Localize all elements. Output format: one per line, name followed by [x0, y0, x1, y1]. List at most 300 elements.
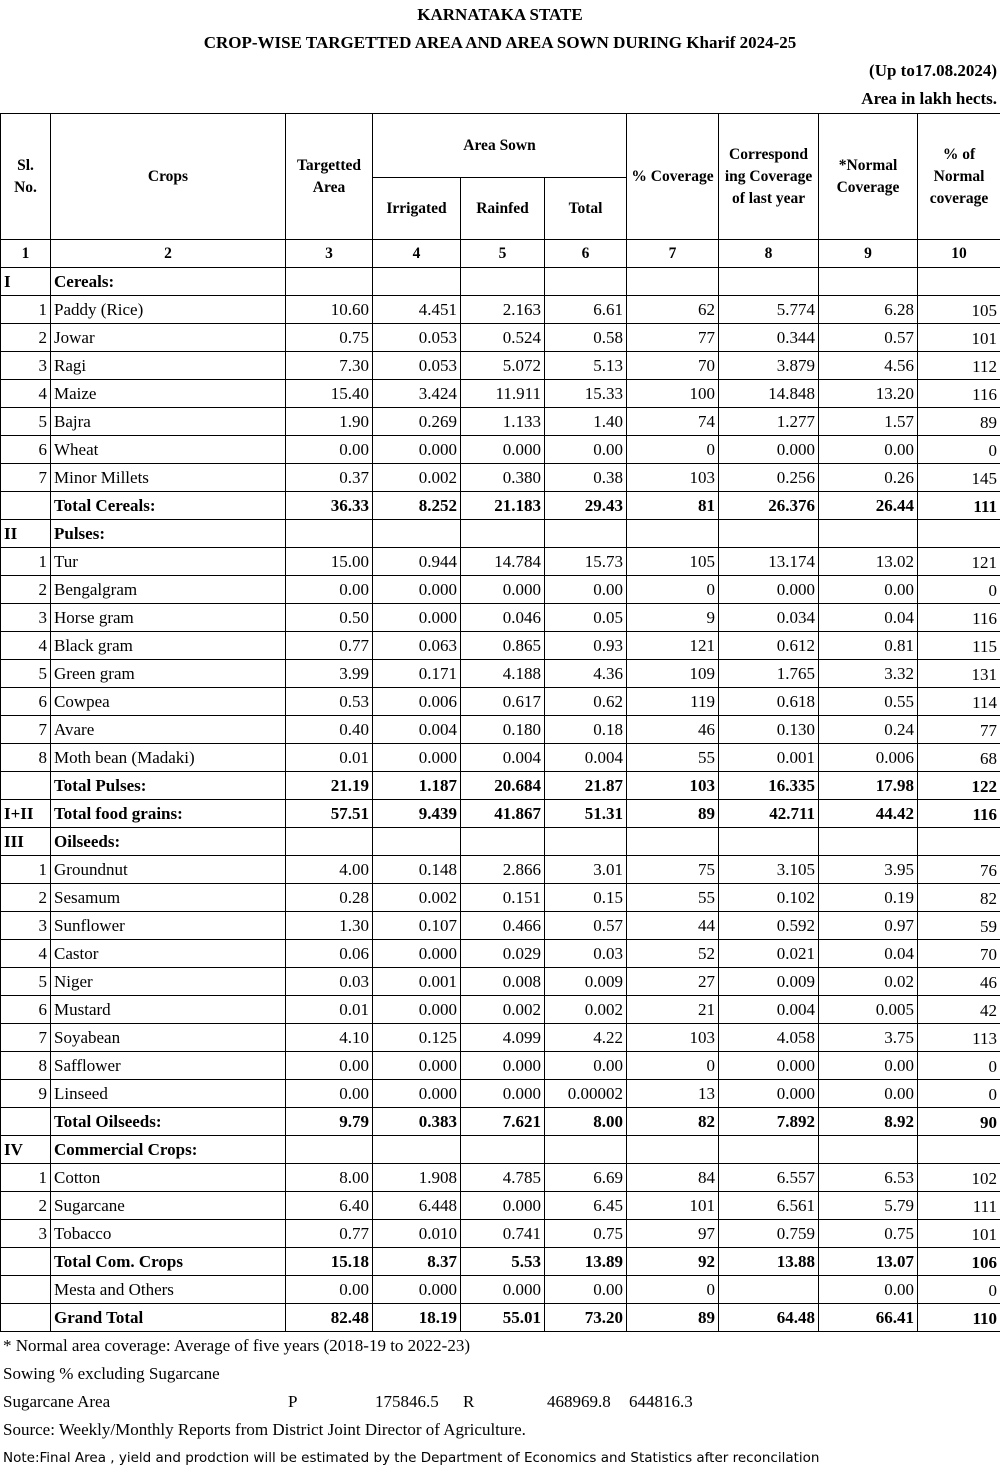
cell-normal-coverage: 0.75: [819, 1220, 918, 1248]
row-cell: [286, 828, 373, 856]
row-cell: [286, 520, 373, 548]
cell-irrigated: 1.908: [373, 1164, 461, 1192]
row-crop-name: Sesamum: [51, 884, 286, 912]
cell-irrigated: 0.125: [373, 1024, 461, 1052]
row-cell: [819, 268, 918, 296]
cell-target-area: 1.30: [286, 912, 373, 940]
cell-target-area: 9.79: [286, 1108, 373, 1136]
table-row: [1, 1024, 1000, 1052]
cell-coverage-pct: 70: [627, 352, 719, 380]
cell-irrigated: 0.000: [373, 744, 461, 772]
row-sl-no: I+II: [1, 800, 51, 828]
table-row: [1, 576, 1000, 604]
cell-irrigated: 18.19: [373, 1304, 461, 1332]
p-value: 175846.5: [375, 1392, 439, 1411]
cell-irrigated: 0.148: [373, 856, 461, 884]
cell-last-year: 0.009: [719, 968, 819, 996]
cell-last-year: 7.892: [719, 1108, 819, 1136]
cell-normal-coverage: 1.57: [819, 408, 918, 436]
cell-pct-normal: 112: [918, 352, 1000, 380]
column-number: 3: [286, 240, 373, 268]
table-row: [1, 324, 1000, 352]
cell-coverage-pct: 119: [627, 688, 719, 716]
row-cell: [719, 268, 819, 296]
cell-last-year: 0.130: [719, 716, 819, 744]
table-row: [1, 856, 1000, 884]
title-block: [0, 0, 1000, 113]
cell-target-area: 0.00: [286, 436, 373, 464]
cell-target-area: 15.18: [286, 1248, 373, 1276]
row-sl-no: [1, 1108, 51, 1136]
cell-coverage-pct: 97: [627, 1220, 719, 1248]
cell-normal-coverage: 0.00: [819, 1080, 918, 1108]
cell-pct-normal: 42: [918, 996, 1000, 1024]
cell-pct-normal: 0: [918, 1052, 1000, 1080]
cell-rainfed: 0.008: [461, 968, 545, 996]
cell-target-area: 0.03: [286, 968, 373, 996]
column-number: 5: [461, 240, 545, 268]
cell-last-year: 16.335: [719, 772, 819, 800]
cell-total: 0.00: [545, 576, 627, 604]
table-row: [1, 1220, 1000, 1248]
row-cell: [461, 268, 545, 296]
cell-normal-coverage: 3.75: [819, 1024, 918, 1052]
cell-coverage-pct: 100: [627, 380, 719, 408]
row-crop-name: Cowpea: [51, 688, 286, 716]
total-row: [1, 772, 1000, 800]
cell-coverage-pct: 9: [627, 604, 719, 632]
row-sl-no: 1: [1, 296, 51, 324]
sowing-note: Sowing % excluding Sugarcane: [3, 1364, 220, 1383]
cell-irrigated: 0.004: [373, 716, 461, 744]
row-crop-name: Total food grains:: [51, 800, 286, 828]
column-number: 9: [819, 240, 918, 268]
cell-coverage-pct: 52: [627, 940, 719, 968]
row-sl-no: 8: [1, 1052, 51, 1080]
row-crop-name: Maize: [51, 380, 286, 408]
cell-target-area: 0.00: [286, 1276, 373, 1304]
table-row: [1, 912, 1000, 940]
cell-irrigated: 0.107: [373, 912, 461, 940]
cell-total: 1.40: [545, 408, 627, 436]
state-title: KARNATAKA STATE: [417, 5, 583, 24]
sugarcane-area-label: Sugarcane Area: [3, 1392, 111, 1411]
cell-pct-normal: 70: [918, 940, 1000, 968]
cell-normal-coverage: 3.95: [819, 856, 918, 884]
cell-rainfed: 7.621: [461, 1108, 545, 1136]
cell-rainfed: 0.865: [461, 632, 545, 660]
cell-rainfed: 0.002: [461, 996, 545, 1024]
total-row: [1, 492, 1000, 520]
cell-target-area: 0.37: [286, 464, 373, 492]
cell-normal-coverage: 0.97: [819, 912, 918, 940]
footnotes: [0, 1332, 1000, 1472]
cell-total: 0.75: [545, 1220, 627, 1248]
cell-last-year: 4.058: [719, 1024, 819, 1052]
normal-note: * Normal area coverage: Average of five years (2018-19 to 2022-23): [3, 1336, 470, 1355]
cell-irrigated: 0.000: [373, 576, 461, 604]
cell-normal-coverage: 0.00: [819, 1052, 918, 1080]
cell-irrigated: 8.252: [373, 492, 461, 520]
row-crop-name: Commercial Crops:: [51, 1136, 286, 1164]
section-row: [1, 520, 1000, 548]
cell-total: 6.61: [545, 296, 627, 324]
total-row: [1, 1304, 1000, 1332]
cell-target-area: 0.75: [286, 324, 373, 352]
cell-pct-normal: 111: [918, 492, 1000, 520]
cell-rainfed: 0.004: [461, 744, 545, 772]
table-row: [1, 408, 1000, 436]
cell-normal-coverage: 0.26: [819, 464, 918, 492]
cell-pct-normal: 105: [918, 296, 1000, 324]
cell-target-area: 0.77: [286, 632, 373, 660]
row-cell: [819, 520, 918, 548]
row-sl-no: 7: [1, 464, 51, 492]
cell-last-year: 0.102: [719, 884, 819, 912]
table-row: [1, 1052, 1000, 1080]
cell-irrigated: 0.944: [373, 548, 461, 576]
cell-coverage-pct: 75: [627, 856, 719, 884]
cell-total: 0.05: [545, 604, 627, 632]
cell-irrigated: 0.053: [373, 324, 461, 352]
unit-note: Area in lakh hects.: [861, 89, 997, 108]
cell-total: 5.13: [545, 352, 627, 380]
cell-irrigated: 0.000: [373, 1276, 461, 1304]
cell-irrigated: 0.002: [373, 464, 461, 492]
row-crop-name: Total Cereals:: [51, 492, 286, 520]
cell-target-area: 0.28: [286, 884, 373, 912]
cell-pct-normal: 101: [918, 324, 1000, 352]
cell-normal-coverage: 44.42: [819, 800, 918, 828]
cell-pct-normal: 121: [918, 548, 1000, 576]
cell-irrigated: 0.000: [373, 940, 461, 968]
row-crop-name: Pulses:: [51, 520, 286, 548]
row-cell: [545, 1136, 627, 1164]
cell-total: 0.009: [545, 968, 627, 996]
cell-normal-coverage: 0.57: [819, 324, 918, 352]
row-sl-no: III: [1, 828, 51, 856]
row-cell: [819, 1136, 918, 1164]
header-coverage: % Coverage: [627, 114, 719, 240]
section-row: [1, 828, 1000, 856]
row-cell: [545, 828, 627, 856]
cell-rainfed: 0.466: [461, 912, 545, 940]
cell-target-area: 0.77: [286, 1220, 373, 1248]
row-crop-name: Black gram: [51, 632, 286, 660]
row-sl-no: 6: [1, 688, 51, 716]
cell-coverage-pct: 103: [627, 1024, 719, 1052]
cell-last-year: 5.774: [719, 296, 819, 324]
cell-last-year: 13.88: [719, 1248, 819, 1276]
cell-target-area: 0.00: [286, 1052, 373, 1080]
cell-irrigated: 0.000: [373, 996, 461, 1024]
row-cell: [627, 1136, 719, 1164]
cell-total: 73.20: [545, 1304, 627, 1332]
row-cell: [461, 1136, 545, 1164]
table-row: [1, 1192, 1000, 1220]
cell-irrigated: 9.439: [373, 800, 461, 828]
cell-last-year: 0.256: [719, 464, 819, 492]
row-sl-no: 2: [1, 576, 51, 604]
cell-target-area: 0.53: [286, 688, 373, 716]
cell-rainfed: 14.784: [461, 548, 545, 576]
cell-coverage-pct: 101: [627, 1192, 719, 1220]
cell-total: 0.00: [545, 436, 627, 464]
cell-total: 0.57: [545, 912, 627, 940]
row-crop-name: Horse gram: [51, 604, 286, 632]
cell-pct-normal: 46: [918, 968, 1000, 996]
cell-last-year: 0.759: [719, 1220, 819, 1248]
row-sl-no: 5: [1, 408, 51, 436]
cell-target-area: 21.19: [286, 772, 373, 800]
cell-irrigated: 0.000: [373, 1052, 461, 1080]
cell-rainfed: 2.163: [461, 296, 545, 324]
cell-rainfed: 0.046: [461, 604, 545, 632]
table-row: [1, 996, 1000, 1024]
row-crop-name: Grand Total: [51, 1304, 286, 1332]
cell-rainfed: 0.151: [461, 884, 545, 912]
cell-rainfed: 5.072: [461, 352, 545, 380]
cell-coverage-pct: 84: [627, 1164, 719, 1192]
column-number: 2: [51, 240, 286, 268]
cell-coverage-pct: 27: [627, 968, 719, 996]
table-row: [1, 1276, 1000, 1304]
cell-target-area: 0.50: [286, 604, 373, 632]
row-cell: [286, 1136, 373, 1164]
cell-coverage-pct: 89: [627, 800, 719, 828]
cell-last-year: 3.105: [719, 856, 819, 884]
cell-rainfed: 2.866: [461, 856, 545, 884]
cell-irrigated: 6.448: [373, 1192, 461, 1220]
cell-last-year: 14.848: [719, 380, 819, 408]
cell-irrigated: 0.001: [373, 968, 461, 996]
table-row: [1, 1080, 1000, 1108]
cell-normal-coverage: 13.02: [819, 548, 918, 576]
row-crop-name: Cereals:: [51, 268, 286, 296]
cell-pct-normal: 116: [918, 800, 1000, 828]
cell-pct-normal: 0: [918, 1276, 1000, 1304]
cell-normal-coverage: 0.55: [819, 688, 918, 716]
cell-target-area: 15.40: [286, 380, 373, 408]
cell-target-area: 10.60: [286, 296, 373, 324]
row-cell: [545, 520, 627, 548]
cell-normal-coverage: 0.24: [819, 716, 918, 744]
row-cell: [461, 828, 545, 856]
cell-last-year: 3.879: [719, 352, 819, 380]
crop-table: [0, 113, 1000, 1332]
row-sl-no: 9: [1, 1080, 51, 1108]
cell-target-area: 36.33: [286, 492, 373, 520]
cell-total: 0.004: [545, 744, 627, 772]
cell-last-year: [719, 1276, 819, 1304]
row-cell: [918, 520, 1000, 548]
cell-last-year: 0.612: [719, 632, 819, 660]
cell-irrigated: 0.002: [373, 884, 461, 912]
cell-target-area: 1.90: [286, 408, 373, 436]
row-sl-no: [1, 1248, 51, 1276]
cell-pct-normal: 0: [918, 436, 1000, 464]
cell-target-area: 8.00: [286, 1164, 373, 1192]
table-row: [1, 380, 1000, 408]
cell-rainfed: 0.000: [461, 1276, 545, 1304]
cell-rainfed: 4.188: [461, 660, 545, 688]
cell-total: 4.36: [545, 660, 627, 688]
cell-coverage-pct: 103: [627, 772, 719, 800]
cell-rainfed: 20.684: [461, 772, 545, 800]
cell-last-year: 42.711: [719, 800, 819, 828]
row-crop-name: Avare: [51, 716, 286, 744]
row-sl-no: 3: [1, 1220, 51, 1248]
cell-normal-coverage: 0.00: [819, 576, 918, 604]
cell-coverage-pct: 121: [627, 632, 719, 660]
cell-normal-coverage: 4.56: [819, 352, 918, 380]
cell-pct-normal: 82: [918, 884, 1000, 912]
row-crop-name: Minor Millets: [51, 464, 286, 492]
cell-pct-normal: 89: [918, 408, 1000, 436]
r-label: R: [463, 1392, 475, 1411]
row-cell: [918, 828, 1000, 856]
p-label: P: [288, 1392, 298, 1411]
cell-target-area: 82.48: [286, 1304, 373, 1332]
table-row: [1, 632, 1000, 660]
cell-coverage-pct: 21: [627, 996, 719, 1024]
row-sl-no: 2: [1, 884, 51, 912]
cell-last-year: 0.618: [719, 688, 819, 716]
cell-rainfed: 0.000: [461, 1080, 545, 1108]
row-sl-no: 3: [1, 352, 51, 380]
cell-rainfed: 5.53: [461, 1248, 545, 1276]
row-cell: [719, 828, 819, 856]
cell-rainfed: 0.000: [461, 436, 545, 464]
cell-rainfed: 1.133: [461, 408, 545, 436]
cell-last-year: 64.48: [719, 1304, 819, 1332]
section-row: [1, 1136, 1000, 1164]
row-sl-no: 8: [1, 744, 51, 772]
header-pct-normal: % of Normal coverage: [918, 114, 1000, 240]
cell-rainfed: 11.911: [461, 380, 545, 408]
column-number: 1: [1, 240, 51, 268]
row-cell: [819, 828, 918, 856]
table-row: [1, 688, 1000, 716]
cell-irrigated: 0.053: [373, 352, 461, 380]
row-crop-name: Safflower: [51, 1052, 286, 1080]
cell-irrigated: 0.171: [373, 660, 461, 688]
total-row: [1, 800, 1000, 828]
row-cell: [373, 268, 461, 296]
row-sl-no: 4: [1, 940, 51, 968]
total-row: [1, 1108, 1000, 1136]
row-crop-name: Cotton: [51, 1164, 286, 1192]
cell-normal-coverage: 6.28: [819, 296, 918, 324]
row-sl-no: [1, 1304, 51, 1332]
cell-last-year: 26.376: [719, 492, 819, 520]
row-crop-name: Green gram: [51, 660, 286, 688]
cell-target-area: 4.00: [286, 856, 373, 884]
table-row: [1, 464, 1000, 492]
cell-normal-coverage: 13.20: [819, 380, 918, 408]
cell-normal-coverage: 0.00: [819, 1276, 918, 1304]
cell-irrigated: 0.010: [373, 1220, 461, 1248]
cell-total: 0.93: [545, 632, 627, 660]
row-crop-name: Paddy (Rice): [51, 296, 286, 324]
column-number: 6: [545, 240, 627, 268]
cell-total: 0.00002: [545, 1080, 627, 1108]
cell-pct-normal: 90: [918, 1108, 1000, 1136]
cell-irrigated: 0.383: [373, 1108, 461, 1136]
cell-total: 3.01: [545, 856, 627, 884]
cell-last-year: 0.034: [719, 604, 819, 632]
cell-normal-coverage: 0.04: [819, 940, 918, 968]
cell-irrigated: 0.006: [373, 688, 461, 716]
table-row: [1, 660, 1000, 688]
row-crop-name: Tobacco: [51, 1220, 286, 1248]
cell-rainfed: 0.180: [461, 716, 545, 744]
row-cell: [545, 268, 627, 296]
row-crop-name: Mustard: [51, 996, 286, 1024]
cell-pct-normal: 68: [918, 744, 1000, 772]
row-cell: [918, 1136, 1000, 1164]
row-crop-name: Mesta and Others: [51, 1276, 286, 1304]
cell-total: 6.69: [545, 1164, 627, 1192]
cell-last-year: 1.277: [719, 408, 819, 436]
cell-pct-normal: 76: [918, 856, 1000, 884]
cell-normal-coverage: 0.19: [819, 884, 918, 912]
table-body: [1, 268, 1000, 1332]
row-crop-name: Ragi: [51, 352, 286, 380]
cell-total: 0.58: [545, 324, 627, 352]
row-sl-no: 1: [1, 548, 51, 576]
cell-coverage-pct: 74: [627, 408, 719, 436]
table-row: [1, 352, 1000, 380]
cell-coverage-pct: 44: [627, 912, 719, 940]
cell-rainfed: 0.000: [461, 1192, 545, 1220]
row-sl-no: 4: [1, 632, 51, 660]
cell-pct-normal: 102: [918, 1164, 1000, 1192]
row-cell: [286, 268, 373, 296]
cell-pct-normal: 114: [918, 688, 1000, 716]
cell-total: 6.45: [545, 1192, 627, 1220]
row-sl-no: 4: [1, 380, 51, 408]
cell-normal-coverage: 17.98: [819, 772, 918, 800]
cell-pct-normal: 145: [918, 464, 1000, 492]
row-crop-name: Bengalgram: [51, 576, 286, 604]
row-cell: [918, 268, 1000, 296]
cell-coverage-pct: 0: [627, 576, 719, 604]
header-last-year: Correspond ing Coverage of last year: [719, 114, 819, 240]
row-sl-no: I: [1, 268, 51, 296]
cell-rainfed: 4.785: [461, 1164, 545, 1192]
header-area-sown: Area Sown: [373, 114, 627, 178]
row-cell: [373, 1136, 461, 1164]
cell-coverage-pct: 82: [627, 1108, 719, 1136]
row-sl-no: 1: [1, 1164, 51, 1192]
cell-pct-normal: 111: [918, 1192, 1000, 1220]
cell-normal-coverage: 66.41: [819, 1304, 918, 1332]
row-sl-no: 5: [1, 968, 51, 996]
cell-normal-coverage: 13.07: [819, 1248, 918, 1276]
header-normal: *Normal Coverage: [819, 114, 918, 240]
cell-pct-normal: 0: [918, 576, 1000, 604]
section-row: [1, 268, 1000, 296]
row-crop-name: Soyabean: [51, 1024, 286, 1052]
row-crop-name: Groundnut: [51, 856, 286, 884]
cell-normal-coverage: 0.006: [819, 744, 918, 772]
row-crop-name: Oilseeds:: [51, 828, 286, 856]
cell-irrigated: 4.451: [373, 296, 461, 324]
row-cell: [627, 268, 719, 296]
cell-coverage-pct: 0: [627, 1276, 719, 1304]
cell-target-area: 0.00: [286, 1080, 373, 1108]
